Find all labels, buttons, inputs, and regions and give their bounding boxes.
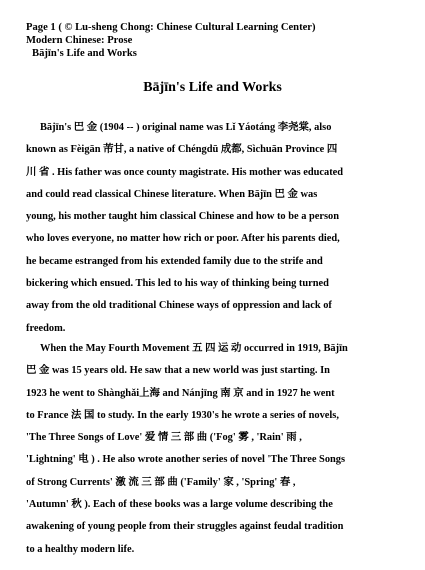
paragraph-line: freedom. xyxy=(26,322,66,334)
paragraph-line: of Strong Currents' 激 流 三 部 曲 ('Family' 家 , 'Spring' 春 , xyxy=(26,476,296,488)
paragraph-line: he became estranged from his extended family due to the strife and xyxy=(26,255,323,267)
header-lesson-line: Bājīn's Life and Works xyxy=(32,48,137,59)
header-course-line: Modern Chinese: Prose xyxy=(26,35,133,46)
paragraph-line: to a healthy modern life. xyxy=(26,543,135,555)
page-header xyxy=(26,21,316,60)
document-title: Bājīn's Life and Works xyxy=(143,80,282,95)
paragraph-2 xyxy=(26,338,406,561)
paragraph-line: When the May Fourth Movement 五 四 运 动 occurred in 1919, Bājīn xyxy=(40,343,348,354)
paragraph-1 xyxy=(26,117,406,340)
paragraph-line: who loves everyone, no matter how rich or poor. After his parents died, xyxy=(26,233,340,245)
paragraph-line: 川 省 . His father was once county magistrate. His mother was educated xyxy=(26,166,344,178)
paragraph-line: 'The Three Songs of Love' 爱 情 三 部 曲 ('Fog' 雾 , 'Rain' 雨 , xyxy=(26,432,302,444)
paragraph-line: awakening of young people from their struggles against feudal tradition xyxy=(26,521,344,533)
paragraph-line: and could read classical Chinese literature. When Bājīn 巴 金 was xyxy=(26,188,318,200)
paragraph-line: away from the old traditional Chinese ways of oppression and lack of xyxy=(26,300,332,312)
paragraph-line: 'Autumn' 秋 ). Each of these books was a large volume describing the xyxy=(26,499,333,511)
paragraph-line: known as Fèigān 芾甘, a native of Chéngdū 成都, Sìchuān Province 四 xyxy=(26,144,338,156)
paragraph-line: to France 法 国 to study. In the early 1930's he wrote a series of novels, xyxy=(26,409,339,421)
paragraph-line: bickering which ensued. This led to his way of thinking being turned xyxy=(26,278,329,290)
paragraph-line: 1923 he went to Shànghǎi上海 and Nánjīng 南 京 and in 1927 he went xyxy=(26,387,335,399)
paragraph-line: 巴 金 was 15 years old. He saw that a new world was just starting. In xyxy=(26,365,330,377)
paragraph-line: Bājīn's 巴 金 (1904 -- ) original name was Lǐ Yáotáng 李尧棠, also xyxy=(40,122,332,133)
paragraph-line: 'Lightning' 电 ) . He also wrote another series of novel 'The Three Songs xyxy=(26,454,346,466)
header-copyright-line: Page 1 ( © Lu-sheng Chong: Chinese Cultural Learning Center) xyxy=(26,22,316,33)
paragraph-line: young, his mother taught him classical Chinese and how to be a person xyxy=(26,211,340,223)
